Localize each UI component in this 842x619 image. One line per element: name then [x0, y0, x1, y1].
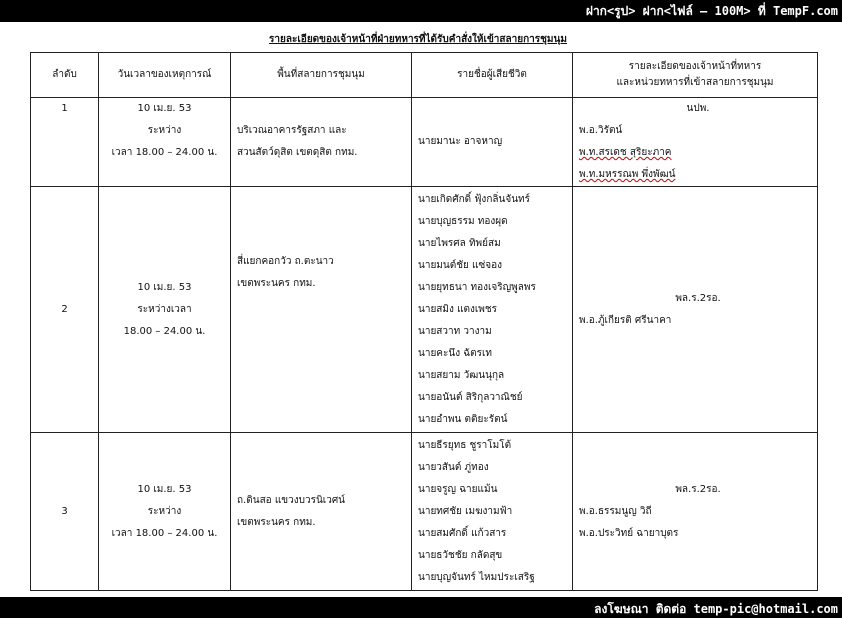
- datetime-line: ระหว่างเวลา: [137, 303, 192, 315]
- victim-name: นายวสันต์ ภู่ทอง: [418, 461, 489, 473]
- officer-name: พ.อ.วิรัตน์: [579, 125, 623, 136]
- unit-name: พล.ร.2รอ.: [675, 483, 721, 495]
- bottom-banner-text: ลงโฆษณา ติดต่อ temp-pic@hotmail.com: [594, 602, 838, 616]
- victim-name: นายยุทธนา ทองเจริญพูลพร: [418, 281, 536, 293]
- victim-name: นายคะนึง ฉัตรเท: [418, 347, 492, 359]
- table-row: [31, 433, 818, 591]
- datetime-line: เวลา 18.00 – 24.00 น.: [111, 527, 218, 539]
- top-banner-text: ฝาก<รูป> ฝาก<ไฟล์ – 100M> ที่ TempF.com: [585, 4, 838, 18]
- row-area: [231, 187, 412, 433]
- header-officers: [573, 53, 818, 98]
- datetime-line: 10 เม.ย. 53: [137, 103, 192, 114]
- officers-table: [30, 52, 818, 591]
- datetime-line: ระหว่าง: [147, 505, 182, 517]
- row-area: [231, 98, 412, 187]
- row-officers: [573, 433, 818, 591]
- row-victims: [412, 98, 573, 187]
- area-line: เขตพระนคร กทม.: [237, 516, 316, 528]
- row-number: 3: [31, 433, 99, 591]
- datetime-line: เวลา 18.00 – 24.00 น.: [111, 147, 218, 158]
- datetime-line: 18.00 – 24.00 น.: [123, 325, 206, 337]
- datetime-line: 10 เม.ย. 53: [137, 483, 192, 495]
- area-line: บริเวณอาคารรัฐสภา และ: [237, 125, 347, 136]
- victim-name: นายจรูญ ฉายแม้น: [418, 483, 498, 495]
- officer-name: พ.อ.ธรรมนูญ วิถี: [579, 505, 652, 517]
- header-datetime: วันเวลาของเหตุการณ์: [99, 53, 231, 98]
- row-datetime: [99, 433, 231, 591]
- row-officers: [573, 187, 818, 433]
- header-victims: รายชื่อผู้เสียชีวิต: [412, 53, 573, 98]
- area-line: สวนสัตว์ดุสิต เขตดุสิต กทม.: [237, 147, 358, 158]
- officer-name: พ.อ.ภู้เกียรติ ศรีนาคา: [579, 314, 672, 326]
- victim-name: นายสยาม วัฒนนุกุล: [418, 369, 505, 381]
- table-header-row: [31, 53, 818, 98]
- header-area: พื้นที่สลายการชุมนุม: [231, 53, 412, 98]
- victim-name: นายมนต์ชัย แซ่จอง: [418, 259, 503, 271]
- unit-name: นปพ.: [686, 103, 710, 114]
- row-victims: [412, 433, 573, 591]
- row-datetime: [99, 98, 231, 187]
- officer-name: พ.อ.ประวิทย์ ฉายาบุตร: [579, 527, 679, 539]
- header-officers-line1: รายละเอียดของเจ้าหน้าที่ทหาร: [628, 61, 762, 72]
- area-line: ถ.ดินสอ แขวงบวรนิเวศน์: [237, 494, 346, 506]
- area-line: สี่แยกคอกวัว ถ.ตะนาว: [237, 256, 334, 267]
- victim-name: นายไพรศล ทิพย์สม: [418, 237, 501, 249]
- victim-name: นายมานะ อาจหาญ: [418, 136, 503, 147]
- datetime-line: 10 เม.ย. 53: [137, 281, 192, 293]
- row-datetime: [99, 187, 231, 433]
- row-number: 1: [31, 98, 99, 187]
- row-area: [231, 433, 412, 591]
- victim-name: นายอำพน ตติยะรัตน์: [418, 413, 508, 425]
- officer-name: พ.ท.สรเดช สุริยะภาค: [579, 147, 672, 158]
- victim-name: นายบุญจันทร์ ไหมประเสริฐ: [418, 571, 535, 583]
- victim-name: นายอนันต์ สิริกุลวาณิชย์: [418, 391, 523, 403]
- row-victims: [412, 187, 573, 433]
- victim-name: นายสวาท วางาม: [418, 325, 492, 337]
- unit-name: พล.ร.2รอ.: [675, 292, 721, 304]
- victim-name: นายทศชัย เมฆงามฟ้า: [418, 505, 513, 517]
- officer-name: พ.ท.มหรรณพ พึ่งพัฒน์: [579, 169, 676, 180]
- victim-name: นายสมศักดิ์ แก้วสาร: [418, 527, 507, 539]
- top-banner: [0, 0, 842, 22]
- area-line: เขตพระนคร กทม.: [237, 278, 316, 289]
- document-title: รายละเอียดของเจ้าหน้าที่ฝ่ายทหารที่ได้รับคำสั่งให้เข้าสลายการชุมนุม: [269, 34, 567, 45]
- bottom-banner: [0, 597, 842, 618]
- victim-name: นายธีรยุทธ ชูราโมโต้: [418, 439, 512, 451]
- datetime-line: ระหว่าง: [147, 125, 182, 136]
- header-officers-line2: และหน่วยทหารที่เข้าสลายการชุมนุม: [616, 77, 774, 88]
- table-row: [31, 98, 818, 187]
- victim-name: นายบุญธรรม ทองผุด: [418, 215, 508, 227]
- table-row: [31, 187, 818, 433]
- victim-name: นายเกิดศักดิ์ ฟุ้งกลิ่นจันทร์: [418, 193, 530, 205]
- row-number: 2: [31, 187, 99, 433]
- victim-name: นายธวัชชัย กลัดสุข: [418, 549, 503, 561]
- row-officers: [573, 98, 818, 187]
- header-no: ลำดับ: [31, 53, 99, 98]
- victim-name: นายสมิง แตงเพชร: [418, 303, 498, 315]
